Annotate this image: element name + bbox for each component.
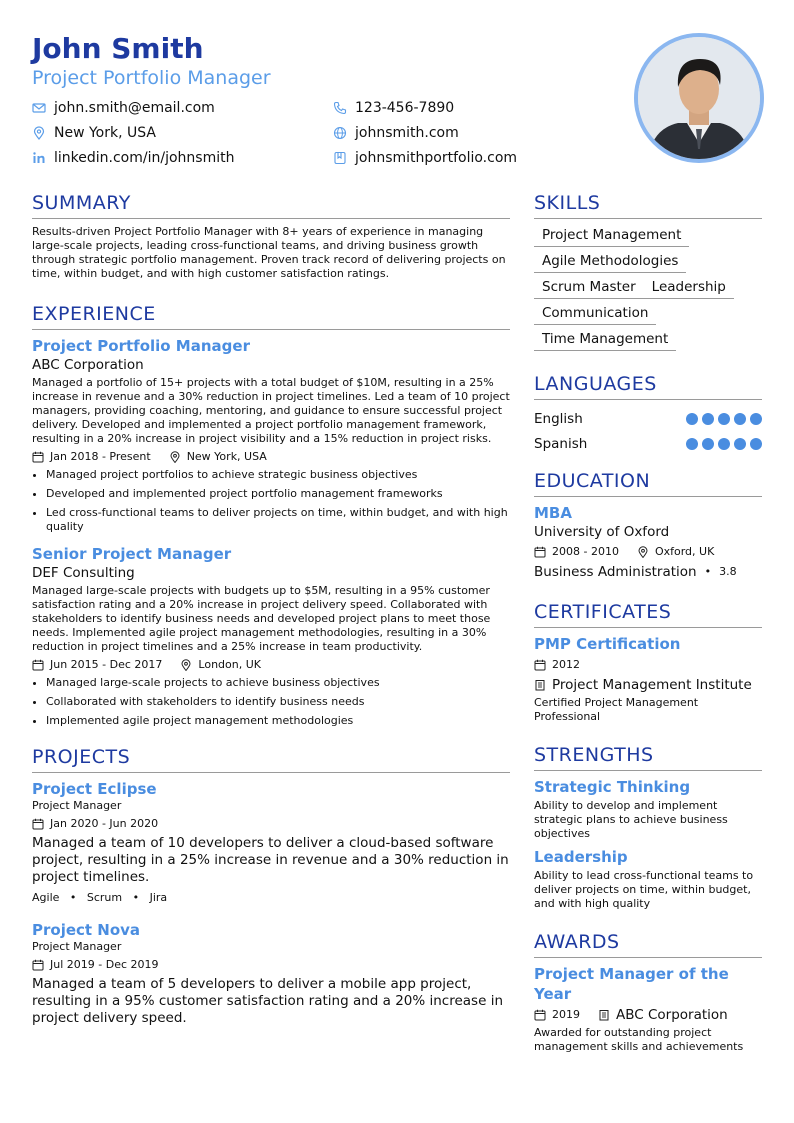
globe-icon	[333, 126, 347, 140]
education-location: Oxford, UK	[654, 545, 715, 558]
calendar-icon	[32, 659, 44, 671]
company-name: DEF Consulting	[32, 565, 135, 581]
profile-photo	[634, 33, 764, 163]
job-location: London, UK	[198, 658, 262, 671]
rating-dot	[750, 413, 762, 425]
location-text: New York, USA	[54, 125, 156, 141]
education-field-row: Business Administration • 3.8	[534, 564, 737, 580]
award-issuer: ABC Corporation	[616, 1007, 728, 1023]
building-icon	[598, 1009, 610, 1021]
resume-header	[32, 32, 632, 90]
project-dates: Jan 2020 - Jun 2020	[50, 817, 159, 830]
project-item	[32, 779, 510, 906]
list-item: • Collaborated with stakeholders to identify business needs	[46, 695, 510, 709]
company-name: ABC Corporation	[32, 357, 144, 373]
award-meta	[534, 1006, 762, 1024]
certificate-name: PMP Certification	[534, 635, 681, 653]
calendar-icon	[534, 659, 546, 671]
contact-phone[interactable]	[333, 98, 454, 118]
contact-linkedin[interactable]	[32, 148, 234, 168]
rating-dot	[686, 438, 698, 450]
tag: Jira	[149, 891, 168, 904]
education-dates: 2008 - 2010	[552, 545, 619, 558]
projects-heading: PROJECTS	[32, 746, 510, 773]
project-meta	[32, 815, 510, 833]
project-name: Project Eclipse	[32, 780, 157, 798]
experience-item	[32, 336, 510, 534]
calendar-icon	[534, 1009, 546, 1021]
project-role: Project Manager	[32, 799, 122, 812]
job-bullets	[32, 676, 510, 728]
tag: Scrum	[86, 891, 123, 904]
job-bullets	[32, 468, 510, 534]
skill-tag: Scrum Master	[534, 277, 644, 299]
language-row	[534, 431, 762, 456]
skills-list	[534, 225, 762, 355]
project-dates: Jul 2019 - Dec 2019	[50, 958, 159, 971]
website-text: johnsmith.com	[355, 125, 459, 141]
list-item: • Led cross-functional teams to deliver projects on time, within budget, and with high quality	[46, 506, 510, 534]
contact-email[interactable]	[32, 98, 215, 118]
education-heading: EDUCATION	[534, 470, 762, 497]
strengths-heading: STRENGTHS	[534, 744, 762, 771]
job-meta	[32, 448, 510, 466]
skill-tag: Leadership	[644, 277, 734, 299]
strength-name: Strategic Thinking	[534, 778, 691, 796]
contact-portfolio[interactable]	[333, 148, 517, 168]
location-pin-icon	[32, 126, 46, 140]
skill-tag: Communication	[534, 303, 656, 325]
language-row	[534, 406, 762, 431]
portfolio-text: johnsmithportfolio.com	[355, 150, 518, 166]
project-tags: Agile • Scrum • Jira	[32, 891, 168, 904]
left-column	[32, 192, 510, 1027]
rating-dot	[702, 413, 714, 425]
phone-icon	[333, 101, 347, 115]
list-item: • Managed project portfolios to achieve strategic business objectives	[46, 468, 510, 482]
calendar-icon	[32, 959, 44, 971]
degree: MBA	[534, 504, 572, 522]
strength-description: Ability to develop and implement strategic plans to achieve business objectives	[534, 799, 728, 840]
project-description: Managed a team of 5 developers to deliver a mobile app project, resulting in a 95% customer satisfaction rating and a 20% increase in project delivery speed.	[32, 976, 503, 1026]
rating-dot	[750, 438, 762, 450]
job-meta	[32, 656, 510, 674]
candidate-name: John Smith	[32, 32, 204, 65]
linkedin-text: linkedin.com/in/johnsmith	[54, 150, 235, 166]
list-item: • Implemented agile project management methodologies	[46, 714, 510, 728]
job-description: Managed a portfolio of 15+ projects with a total budget of $10M, resulting in a 25% increase in revenue and a 30% reduction in project timelines. Led a team of 10 project managers, providing coaching, mentoring, and guidance to ensure successful project delivery. Developed and implemented a project portfolio management framework, resulting in a 20% increase in project visibility and a 15% reduction in project risks.	[32, 376, 510, 445]
location-pin-icon	[637, 546, 649, 558]
project-description: Managed a team of 10 developers to deliver a cloud-based software project, resulting in a 25% increase in revenue and a 30% reduction in project timelines.	[32, 835, 509, 885]
list-item: • Managed large-scale projects to achieve business objectives	[46, 676, 510, 690]
certificates-heading: CERTIFICATES	[534, 601, 762, 628]
calendar-icon	[32, 451, 44, 463]
linkedin-icon	[32, 151, 46, 165]
job-title: Senior Project Manager	[32, 545, 232, 563]
rating-dot	[734, 413, 746, 425]
rating-dot	[734, 438, 746, 450]
job-dates: Jun 2015 - Dec 2017	[50, 658, 163, 671]
certificate-meta	[534, 656, 762, 674]
building-icon	[534, 679, 546, 691]
email-text: john.smith@email.com	[54, 100, 215, 116]
project-meta	[32, 956, 510, 974]
experience-heading: EXPERIENCE	[32, 303, 510, 330]
field-of-study: Business Administration	[534, 564, 697, 580]
certificate-issuer: Project Management Institute	[552, 677, 752, 693]
calendar-icon	[32, 818, 44, 830]
location-pin-icon	[169, 451, 181, 463]
strength-name: Leadership	[534, 848, 628, 866]
rating-dot	[718, 413, 730, 425]
languages-heading: LANGUAGES	[534, 373, 762, 400]
education-meta	[534, 543, 762, 561]
awards-heading: AWARDS	[534, 931, 762, 958]
summary-heading: SUMMARY	[32, 192, 510, 219]
rating-dot	[702, 438, 714, 450]
job-dates: Jan 2018 - Present	[50, 450, 151, 463]
language-name: English	[534, 410, 583, 427]
mail-icon	[32, 101, 46, 115]
tag: Agile	[32, 891, 60, 904]
contact-location	[32, 123, 156, 143]
list-item: • Developed and implemented project portfolio management frameworks	[46, 487, 510, 501]
skill-tag: Agile Methodologies	[534, 251, 686, 273]
calendar-icon	[534, 546, 546, 558]
award-name: Project Manager of the Year	[534, 965, 729, 1003]
certificate-year: 2012	[552, 658, 580, 671]
language-name: Spanish	[534, 435, 588, 452]
skill-tag: Project Management	[534, 225, 689, 247]
project-item	[32, 920, 510, 1027]
right-column	[534, 192, 762, 1054]
certificate-issuer-row	[534, 676, 762, 694]
gpa: 3.8	[719, 565, 737, 578]
award-year: 2019	[552, 1008, 580, 1021]
school-name: University of Oxford	[534, 524, 670, 540]
job-description: Managed large-scale projects with budgets up to $5M, resulting in a 95% customer satisfaction rating and a 20% increase in project delivery speed. Collaborated with stakeholders to identify business needs and developed project plans to meet those needs. Implemented agile project management methodologies, resulting in a 30% reduction in project timelines and a 25% increase in team productivity.	[32, 584, 491, 653]
project-name: Project Nova	[32, 921, 141, 939]
rating-dot	[686, 413, 698, 425]
skills-heading: SKILLS	[534, 192, 762, 219]
award-description: Awarded for outstanding project management skills and achievements	[534, 1026, 744, 1053]
language-rating	[686, 413, 762, 425]
language-rating	[686, 438, 762, 450]
experience-item	[32, 544, 510, 728]
location-pin-icon	[180, 659, 192, 671]
skill-tag: Time Management	[534, 329, 676, 351]
phone-text: 123-456-7890	[355, 100, 455, 116]
strength-description: Ability to lead cross-functional teams to deliver projects on time, within budget, and with high quality	[534, 869, 754, 910]
bookmark-icon	[333, 151, 347, 165]
candidate-title: Project Portfolio Manager	[32, 67, 271, 89]
summary-text: Results-driven Project Portfolio Manager with 8+ years of experience in managing large-scale projects, leading cross-functional teams, and driving business growth through strategic portfolio management. Proven track record of delivering projects on time, within budget, and with high customer satisfaction ratings.	[32, 225, 506, 280]
job-title: Project Portfolio Manager	[32, 337, 250, 355]
project-role: Project Manager	[32, 940, 122, 953]
certificate-description: Certified Project Management Professional	[534, 696, 699, 723]
contact-website[interactable]	[333, 123, 459, 143]
rating-dot	[718, 438, 730, 450]
job-location: New York, USA	[186, 450, 267, 463]
